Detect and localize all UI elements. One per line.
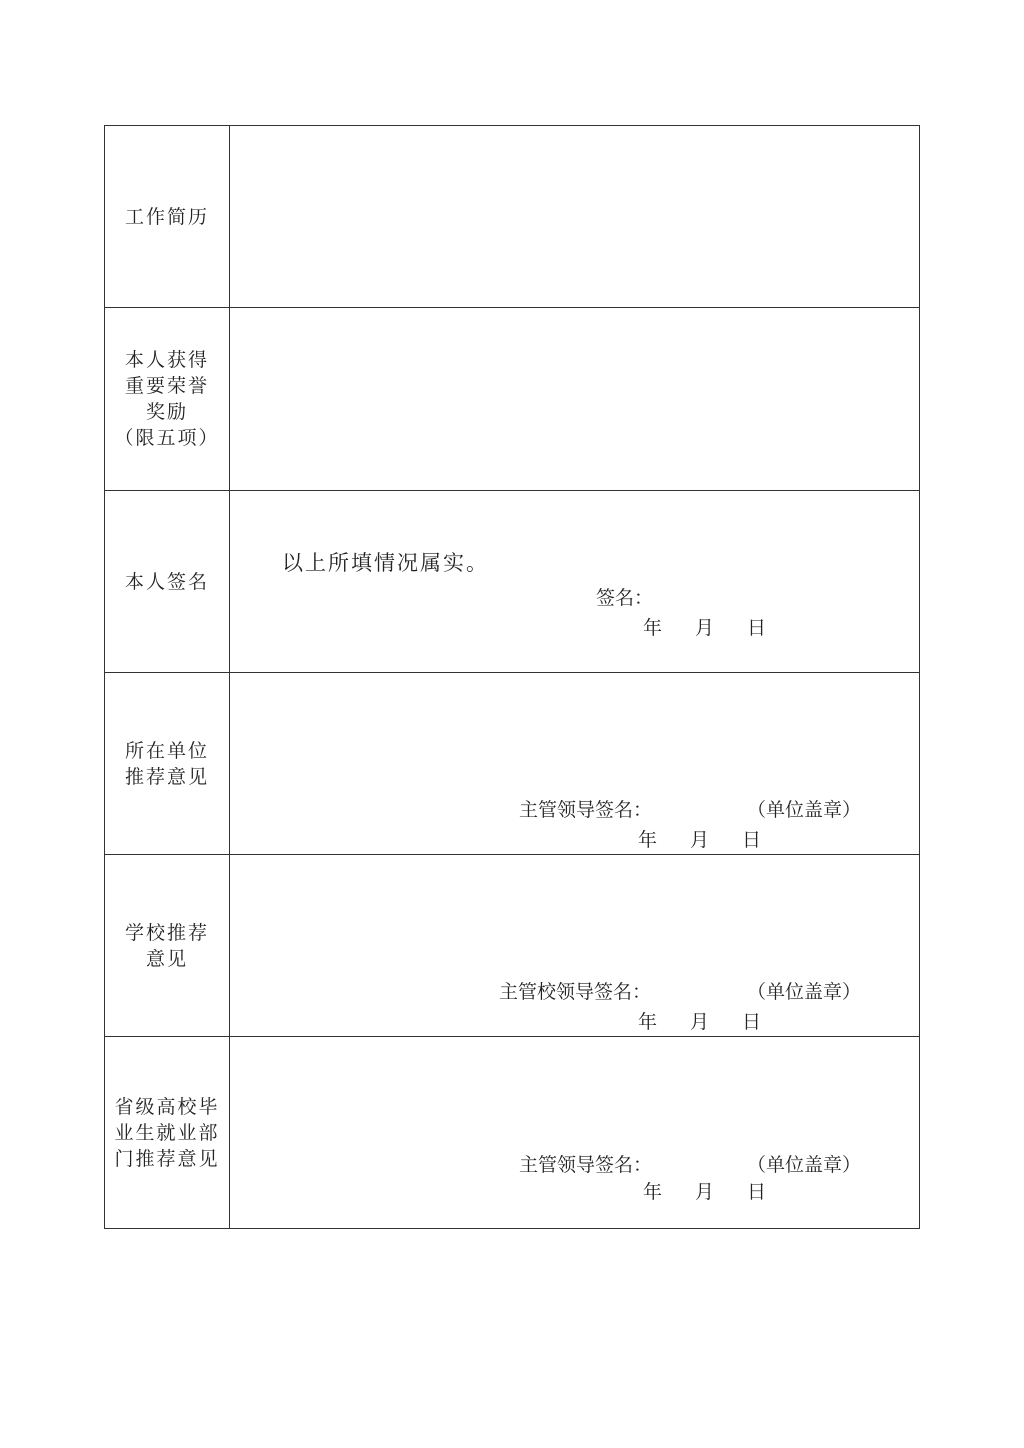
date-year: 年	[643, 1181, 663, 1203]
honors-field[interactable]	[230, 308, 920, 491]
label-line: 工作简历	[124, 205, 209, 228]
date-day: 日	[742, 829, 762, 851]
date-day: 日	[747, 617, 767, 639]
unit-seal-label: （单位盖章）	[747, 1154, 862, 1176]
pledge-statement: 以上所填情况属实。	[282, 551, 489, 575]
recommendation-form-table	[104, 125, 920, 1229]
provincial-recommendation-field[interactable]	[230, 1037, 920, 1229]
date-day: 日	[747, 1181, 767, 1203]
row-work-history	[105, 126, 920, 308]
label-line: 门推荐意见	[114, 1147, 220, 1170]
leader-signature-label: 主管领导签名：	[519, 799, 653, 821]
unit-recommendation-field[interactable]	[230, 673, 920, 855]
self-signature-field[interactable]	[230, 491, 920, 673]
date-month: 月	[695, 1181, 715, 1203]
date-year: 年	[638, 1011, 658, 1033]
label-unit-recommendation	[105, 673, 230, 855]
signature-label: 签名：	[596, 587, 654, 609]
row-unit-recommendation	[105, 673, 920, 855]
label-line: 本人获得	[124, 349, 209, 371]
date-month: 月	[690, 1011, 710, 1033]
label-honors	[105, 308, 230, 491]
unit-seal-label: （单位盖章）	[747, 799, 862, 821]
unit-seal-label: （单位盖章）	[747, 981, 862, 1003]
row-school-recommendation	[105, 855, 920, 1037]
label-line: 本人签名	[124, 570, 209, 593]
label-line: 重要荣誉	[124, 375, 209, 397]
label-line: 意见	[145, 947, 188, 970]
label-self-signature	[105, 491, 230, 673]
label-work-history	[105, 126, 230, 308]
label-provincial-recommendation	[105, 1037, 230, 1229]
date-month: 月	[690, 829, 710, 851]
row-self-signature	[105, 491, 920, 673]
label-line: （限五项）	[114, 427, 220, 449]
school-leader-signature-label: 主管校领导签名：	[499, 981, 652, 1003]
label-line: 推荐意见	[124, 765, 209, 788]
date-day: 日	[742, 1011, 762, 1033]
label-line: 省级高校毕	[114, 1095, 220, 1118]
row-honors	[105, 308, 920, 491]
label-line: 所在单位	[124, 739, 209, 762]
leader-signature-label: 主管领导签名：	[519, 1154, 653, 1176]
date-month: 月	[695, 617, 715, 639]
label-line: 学校推荐	[124, 921, 209, 944]
work-history-field[interactable]	[230, 126, 920, 308]
label-line: 业生就业部	[114, 1121, 220, 1144]
school-recommendation-field[interactable]	[230, 855, 920, 1037]
date-year: 年	[638, 829, 658, 851]
label-line: 奖励	[145, 401, 188, 423]
row-provincial-recommendation	[105, 1037, 920, 1229]
label-school-recommendation	[105, 855, 230, 1037]
date-year: 年	[643, 617, 663, 639]
